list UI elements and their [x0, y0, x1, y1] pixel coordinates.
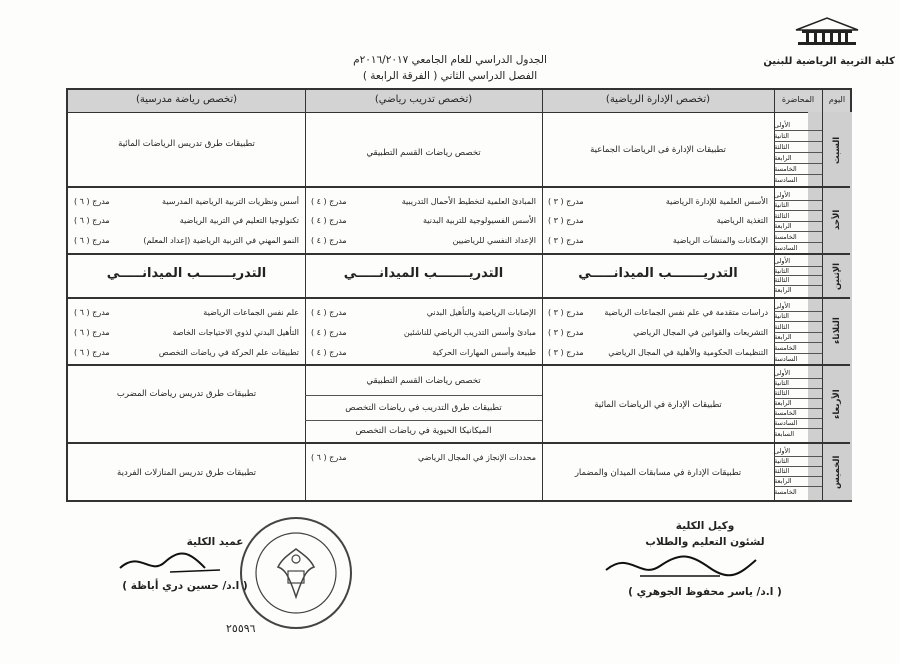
course-name: النمو المهني في التربية الرياضية (إعداد المعلم): [143, 235, 299, 245]
tuesday-admin-row: [542, 343, 774, 361]
hall: مدرج ( ٣ ): [548, 307, 584, 317]
hall: مدرج ( ٤ ): [311, 215, 347, 225]
lecture-label: الأولى: [774, 190, 822, 201]
lecture-label: الثالثة: [774, 276, 822, 286]
lecture-label: الثالثة: [774, 389, 822, 399]
sunday-admin-row: [542, 192, 774, 210]
lecture-label: السادسة: [774, 176, 798, 185]
course-name: تكنولوجيا التعليم في التربية الرياضية: [179, 215, 299, 225]
monday-admin: التدريـــــــب الميدانـــــي: [578, 266, 738, 281]
sunday-training-row: [305, 231, 542, 249]
schedule-title: الجدول الدراسي للعام الجامعي ٢٠١٦/٢٠١٧م: [353, 54, 547, 66]
sunday-school-row: [68, 192, 305, 210]
official-seal: [238, 515, 354, 631]
course-name: طبيعة وأسس المهارات الحركية: [432, 347, 536, 357]
hall: مدرج ( ٣ ): [548, 327, 584, 337]
lectures-wednesday: [774, 369, 822, 439]
course-name: الإمكانات والمنشآت الرياضية: [672, 235, 768, 245]
wednesday-training-1: تخصص رياضات القسم التطبيقي: [366, 376, 481, 386]
lecture-label: الخامسة: [774, 164, 822, 175]
hall: مدرج ( ٦ ): [74, 196, 110, 206]
lecture-label: الأولى: [774, 120, 822, 131]
course-name: المبادئ العلمية لتخطيط الأحمال التدريبية: [401, 196, 536, 206]
course-name: مبادئ وأسس التدريب الرياضي للناشئين: [403, 327, 536, 337]
lecture-label: الرابعة: [774, 399, 822, 409]
course-name: الإعداد النفسي للرياضيين: [452, 235, 536, 245]
semester-title: الفصل الدراسي الثاني ( الفرقة الرابعة ): [362, 70, 538, 82]
course-name: التشريعات والقوانين في المجال الرياضي: [633, 327, 768, 337]
hall: مدرج ( ٦ ): [311, 452, 347, 462]
sunday-admin-row: [542, 231, 774, 249]
lecture-label: الخامسة: [774, 232, 822, 243]
sunday-admin-row: [542, 211, 774, 229]
vice-dean-name: ( ا.د/ ياسر محفوظ الجوهري ): [628, 586, 782, 598]
course-name: علم نفس الجماعات الرياضية: [203, 307, 299, 317]
hall: مدرج ( ٦ ): [74, 215, 110, 225]
hall: مدرج ( ٣ ): [548, 215, 584, 225]
lecture-label: السابعة: [774, 429, 794, 438]
course-name: الأسس العلمية للإدارة الرياضية: [665, 196, 768, 206]
dean-signature: [110, 548, 230, 578]
handwritten-number: ٢٥٥٩٦: [226, 622, 256, 635]
saturday-training: تخصص رياضات القسم التطبيقي: [366, 148, 481, 158]
lecture-label: الثانية: [774, 131, 822, 142]
monday-school: التدريـــــــب الميدانـــــي: [106, 266, 267, 281]
day-separator: [68, 253, 850, 255]
col-day: اليوم: [828, 95, 846, 104]
day-saturday: السبت: [832, 136, 842, 164]
thursday-school: تطبيقات طرق تدريس المنازلات الفردية: [117, 468, 256, 478]
lecture-label: الأولى: [774, 301, 822, 312]
schedule-table: [66, 88, 852, 502]
lecture-label: الخامسة: [774, 343, 822, 354]
saturday-admin: تطبيقات الإدارة فى الرياضات الجماعية: [590, 145, 726, 155]
lecture-label: الثانية: [774, 379, 822, 389]
sunday-school-row: [68, 231, 305, 249]
divider: [822, 90, 823, 500]
lectures-thursday: [774, 447, 822, 497]
thursday-admin: تطبيقات الإدارة في مسابقات الميدان والمضمار: [574, 468, 742, 478]
lectures-monday: [774, 257, 822, 295]
course-name: الأسس الفسيولوجية للتربية البدنية: [423, 215, 536, 225]
lecture-label: السادسة: [774, 419, 822, 429]
college-name: كلية التربية الرياضية للبنين: [763, 56, 895, 67]
sunday-school-row: [68, 211, 305, 229]
monday-training: التدريـــــــب الميدانـــــي: [343, 266, 504, 281]
lecture-label: الأولى: [774, 257, 822, 267]
hall: مدرج ( ٤ ): [311, 235, 347, 245]
wednesday-training-2: تطبيقات طرق التدريب في رياضات التخصص: [345, 403, 502, 413]
course-name: التغذية الرياضية: [716, 215, 768, 225]
course-name: التنظيمات الحكومية والأهلية في المجال الرياضي: [608, 347, 768, 357]
tuesday-training-row: [305, 323, 542, 341]
vice-dean-title: وكيل الكلية: [675, 520, 735, 532]
hall: مدرج ( ٦ ): [74, 235, 110, 245]
lecture-label: الخامسة: [774, 487, 797, 496]
lecture-label: الثانية: [774, 267, 822, 277]
col-training: (تخصص تدريب رياضي): [374, 94, 473, 105]
course-name: التأهيل البدني لذوي الاحتياجات الخاصة: [172, 327, 299, 337]
hall: مدرج ( ٣ ): [548, 347, 584, 357]
tuesday-training-row: [305, 303, 542, 321]
lecture-label: الثانية: [774, 201, 822, 212]
hall: مدرج ( ٤ ): [311, 307, 347, 317]
day-separator: [68, 186, 850, 188]
lecture-label: الرابعة: [774, 222, 822, 233]
lecture-label: الخامسة: [774, 409, 822, 419]
lecture-label: الثالثة: [774, 142, 822, 153]
hall: مدرج ( ٣ ): [548, 196, 584, 206]
course-name: أسس ونظريات التربية الرياضية المدرسية: [162, 196, 299, 206]
lectures-sunday: [774, 190, 822, 253]
hall: مدرج ( ٦ ): [74, 307, 110, 317]
vice-dean-subtitle: لشئون التعليم والطلاب: [645, 536, 765, 548]
hall: مدرج ( ٦ ): [74, 347, 110, 357]
lecture-label: الرابعة: [774, 153, 822, 164]
wednesday-school: تطبيقات طرق تدريس رياضات المضرب: [116, 389, 257, 399]
lectures-saturday: [774, 120, 822, 186]
course-name: دراسات متقدمة في علم نفس الجماعات الرياضية: [604, 307, 768, 317]
col-admin: (تخصص الإدارة الرياضية): [605, 94, 711, 105]
dean-name: ( ا.د/ حسين دري أباظة ): [122, 580, 248, 592]
day-separator: [68, 442, 850, 444]
hall: مدرج ( ٤ ): [311, 347, 347, 357]
course-name: الإصابات الرياضية والتأهيل البدني: [426, 307, 536, 317]
day-thursday: الخميس: [832, 455, 842, 489]
lecture-label: الثالثة: [774, 467, 822, 477]
day-separator: [68, 297, 850, 299]
day-tuesday: الثلاثاء: [832, 317, 842, 345]
course-name: محددات الإنجاز في المجال الرياضي: [417, 452, 536, 462]
tuesday-school-row: [68, 323, 305, 341]
cell-divider: [305, 395, 542, 396]
lecture-label: الثالثة: [774, 322, 822, 333]
wednesday-admin: تطبيقات الإدارة في الرياضات المائية: [594, 400, 722, 410]
tuesday-training-row: [305, 343, 542, 361]
day-sunday: الأحد: [832, 209, 842, 231]
saturday-school: تطبيقات طرق تدريس الرياضات المائية: [118, 139, 255, 149]
lecture-label: السادسة: [774, 354, 798, 363]
course-name: تطبيقات علم الحركة في رياضات التخصص: [158, 347, 299, 357]
day-monday: الإثنين: [832, 262, 842, 290]
lecture-label: الثالثة: [774, 211, 822, 222]
thursday-training-row: [305, 448, 542, 466]
college-logo: [792, 16, 862, 46]
lecture-label: الثانية: [774, 457, 822, 467]
dean-title: عميد الكلية: [186, 536, 244, 548]
sunday-training-row: [305, 192, 542, 210]
hall: مدرج ( ٤ ): [311, 327, 347, 337]
lectures-tuesday: [774, 301, 822, 364]
lecture-label: الثانية: [774, 312, 822, 323]
tuesday-admin-row: [542, 323, 774, 341]
day-separator: [68, 364, 850, 366]
wednesday-training-3: الميكانيكا الحيوية في رياضات التخصص: [355, 426, 492, 436]
lecture-label: الأولى: [774, 369, 822, 379]
col-school: (تخصص رياضة مدرسية): [135, 94, 238, 105]
lecture-label: الرابعة: [774, 333, 822, 344]
tuesday-school-row: [68, 343, 305, 361]
sunday-training-row: [305, 211, 542, 229]
lecture-label: الأولى: [774, 447, 822, 457]
lecture-label: الرابعة: [774, 286, 792, 294]
tuesday-admin-row: [542, 303, 774, 321]
lecture-label: السادسة: [774, 243, 798, 252]
vice-dean-signature: [600, 546, 760, 582]
hall: مدرج ( ٤ ): [311, 196, 347, 206]
lecture-label: الرابعة: [774, 477, 822, 487]
col-lecture: المحاضرة: [781, 95, 815, 104]
hall: مدرج ( ٦ ): [74, 327, 110, 337]
day-wednesday: الأربعاء: [832, 389, 842, 419]
tuesday-school-row: [68, 303, 305, 321]
hall: مدرج ( ٣ ): [548, 235, 584, 245]
